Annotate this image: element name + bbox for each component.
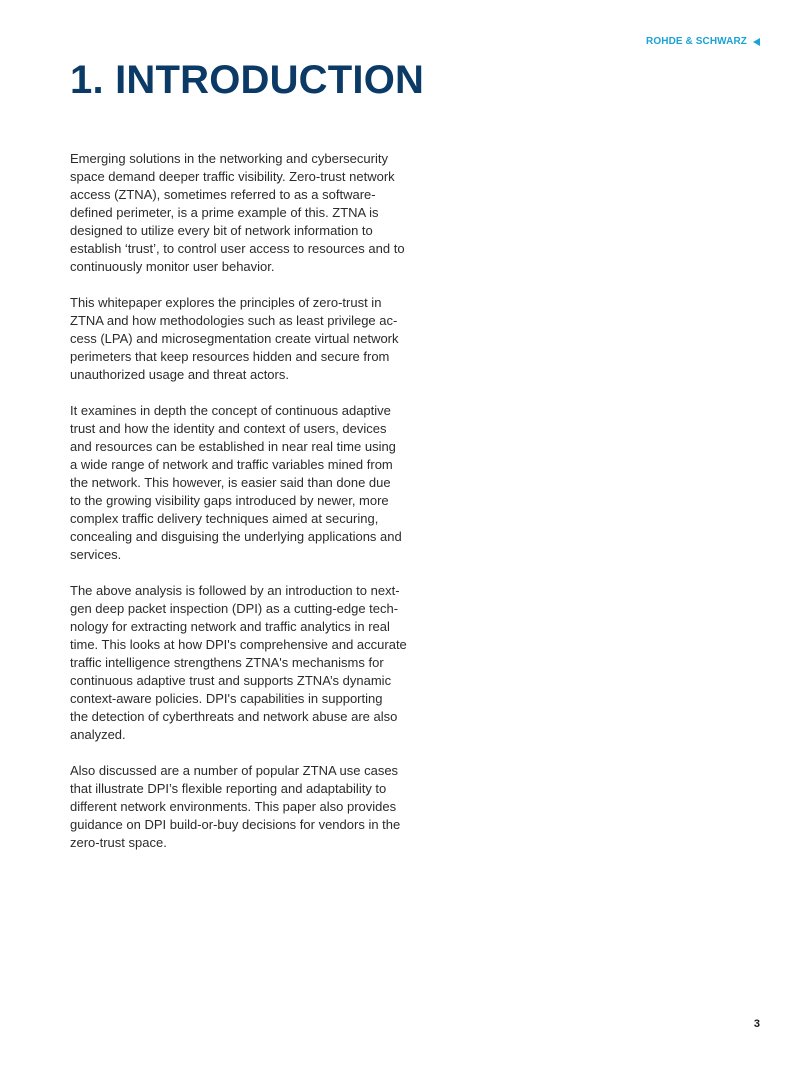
paragraph: It examines in depth the concept of continuous adaptive trust and how the identity and context of users, devices and resources can be established in near real time using a wide range of network and traffic variables mined from the network. This however, is easier said than done due to the growing visibility gaps introduced by newer, more complex traffic delivery techniques aimed at securing, concealing and disguising the underlying applications and services. [70, 403, 402, 562]
paragraph: The above analysis is followed by an introduction to next- gen deep packet inspection (DPI) as a cutting-edge tech- nology for extracting network and traffic analytics in real time. This looks at how DPI's comprehensive and accurate traffic intelligence strengthens ZTNA's mechanisms for continuous adaptive trust and supports ZTNA’s dynamic context-aware policies. DPI's capabilities in supporting the detection of cyberthreats and network abuse are also analyzed. [70, 583, 407, 742]
paragraph: Also discussed are a number of popular ZTNA use cases that illustrate DPI’s flexible reporting and adaptability to different network environments. This paper also provides guidance on DPI build-or-buy decisions for vendors in the zero-trust space. [70, 763, 401, 850]
triangle-left-icon [753, 38, 760, 46]
page-title: 1. INTRODUCTION [70, 58, 425, 102]
paragraph: Emerging solutions in the networking and cybersecurity space demand deeper traffic visibility. Zero-trust network access (ZTNA), sometimes referred to as a software- defined perimeter, is a prime example of this. ZTNA is designed to utilize every bit of network information to establish ‘trust’, to control user access to resources and to continuously monitor user behavior. [70, 151, 405, 274]
brand-name: ROHDE & SCHWARZ [646, 36, 747, 47]
paragraph: This whitepaper explores the principles of zero-trust in ZTNA and how methodologies such as least privilege ac- cess (LPA) and microsegmentation create virtual network perimeters that keep resources hidden and secure from unauthorized usage and threat actors. [70, 295, 399, 382]
body-text [70, 150, 410, 870]
brand-logo [646, 36, 760, 47]
page-number: 3 [753, 1018, 760, 1030]
